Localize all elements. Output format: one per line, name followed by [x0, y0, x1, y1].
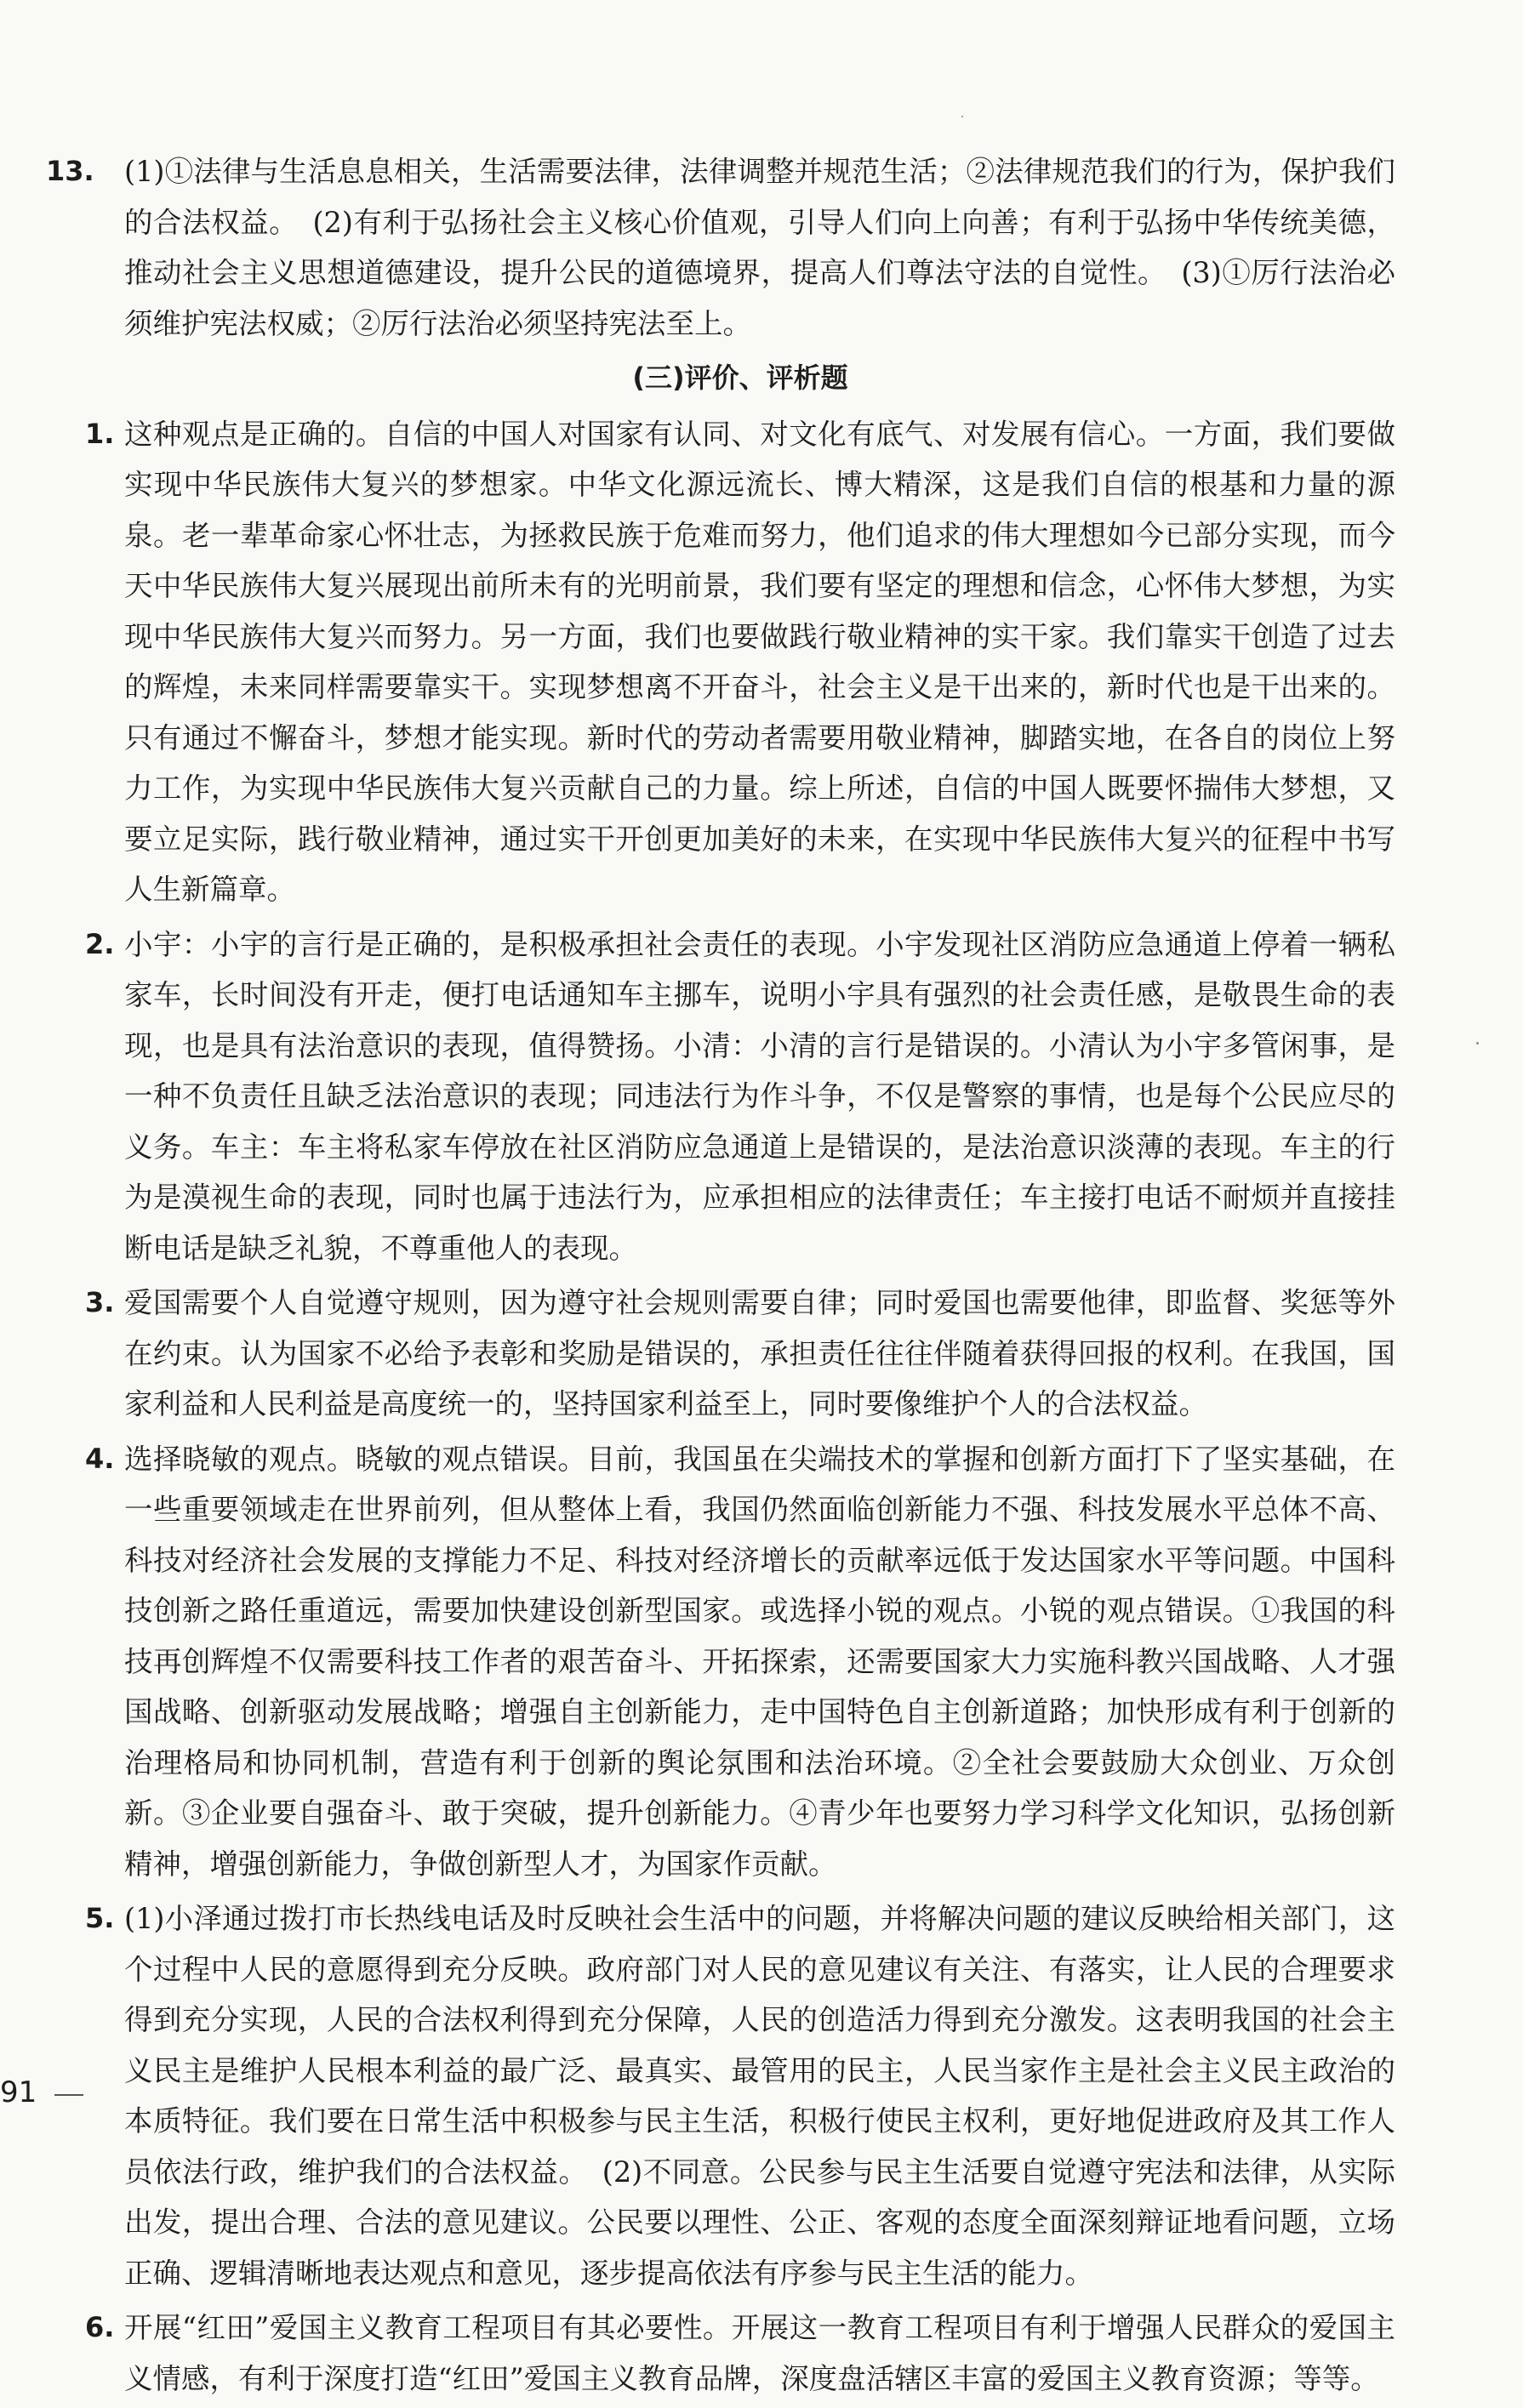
answer-content	[46, 146, 1395, 2408]
question-text: 小宇：小宇的言行是正确的，是积极承担社会责任的表现。小宇发现社区消防应急通道上停着一辆私家车，长时间没有开走，便打电话通知车主挪车，说明小宇具有强烈的社会责任感，是敬畏生命的表现，也是具有法治意识的表现，值得赞扬。小清：小清的言行是错误的。小清认为小宇多管闲事，是一种不负责任且缺乏法治意识的表现；同违法行为作斗争，不仅是警察的事情，也是每个公民应尽的义务。车主：车主将私家车停放在社区消防应急通道上是错误的，是法治意识淡薄的表现。车主的行为是漠视生命的表现，同时也属于违法行为，应承担相应的法律责任；车主接打电话不耐烦并直接挂断电话是缺乏礼貌，不尊重他人的表现。	[124, 927, 1395, 1265]
question-number: 3.	[85, 1286, 115, 1318]
question-text: 选择晓敏的观点。晓敏的观点错误。目前，我国虽在尖端技术的掌握和创新方面打下了坚实基础，在一些重要领域走在世界前列，但从整体上看，我国仍然面临创新能力不强、科技发展水平总体不高、科技对经济社会发展的支撑能力不足、科技对经济增长的贡献率远低于发达国家水平等问题。中国科技创新之路任重道远，需要加快建设创新型国家。或选择小锐的观点。小锐的观点错误。①我国的科技再创辉煌不仅需要科技工作者的艰苦奋斗、开拓探索，还需要国家大力实施科教兴国战略、人才强国战略、创新驱动发展战略；增强自主创新能力，走中国特色自主创新道路；加快形成有利于创新的治理格局和协同机制，营造有利于创新的舆论氛围和法治环境。②全社会要鼓励大众创业、万众创新。③企业要自强奋斗、敢于突破，提升创新能力。④青少年也要努力学习科学文化知识，弘扬创新精神，增强创新能力，争做创新型人才，为国家作贡献。	[124, 1442, 1395, 1881]
question-text: 开展“红田”爱国主义教育工程项目有其必要性。开展这一教育工程项目有利于增强人民群众的爱国主义情感，有利于深度打造“红田”爱国主义教育品牌，深度盘活辖区丰富的爱国主义教育资源；等等。	[124, 2311, 1395, 2395]
page-number: 91	[0, 2075, 37, 2109]
question-13	[46, 146, 1395, 349]
question-3	[85, 1278, 1395, 1430]
question-number: 6.	[85, 2311, 115, 2343]
question-number: 2.	[85, 927, 115, 960]
scan-speck	[1476, 1042, 1479, 1045]
question-number: 4.	[85, 1442, 115, 1475]
question-6	[85, 2303, 1395, 2404]
page-number-dash	[54, 2094, 83, 2096]
question-number: 5.	[85, 1902, 115, 1934]
question-number: 1.	[85, 417, 115, 450]
question-1	[85, 409, 1395, 915]
question-text: 爱国需要个人自觉遵守规则，因为遵守社会规则需要自律；同时爱国也需要他律，即监督、奖惩等外在约束。认为国家不必给予表彰和奖励是错误的，承担责任往往伴随着获得回报的权利。在我国，国家利益和人民利益是高度统一的，坚持国家利益至上，同时要像维护个人的合法权益。	[124, 1286, 1395, 1420]
question-4	[85, 1434, 1395, 1890]
question-text: 这种观点是正确的。自信的中国人对国家有认同、对文化有底气、对发展有信心。一方面，我们要做实现中华民族伟大复兴的梦想家。中华文化源远流长、博大精深，这是我们自信的根基和力量的源泉。老一辈革命家心怀壮志，为拯救民族于危难而努力，他们追求的伟大理想如今已部分实现，而今天中华民族伟大复兴展现出前所未有的光明前景，我们要有坚定的理想和信念，心怀伟大梦想，为实现中华民族伟大复兴而努力。另一方面，我们也要做践行敬业精神的实干家。我们靠实干创造了过去的辉煌，未来同样需要靠实干。实现梦想离不开奋斗，社会主义是干出来的，新时代也是干出来的。只有通过不懈奋斗，梦想才能实现。新时代的劳动者需要用敬业精神，脚踏实地，在各自的岗位上努力工作，为实现中华民族伟大复兴贡献自己的力量。综上所述，自信的中国人既要怀揣伟大梦想，又要立足实际，践行敬业精神，通过实干开创更加美好的未来，在实现中华民族伟大复兴的征程中书写人生新篇章。	[124, 417, 1395, 906]
question-number: 13.	[46, 155, 94, 187]
scan-speck	[961, 116, 963, 117]
section-title: (三)评价、评析题	[632, 361, 848, 394]
question-5	[85, 1893, 1395, 2298]
question-text: (1)小泽通过拨打市长热线电话及时反映社会生活中的问题，并将解决问题的建议反映给相关部门，这个过程中人民的意愿得到充分反映。政府部门对人民的意见建议有关注、有落实，让人民的合理要求得到充分实现，人民的合法权利得到充分保障，人民的创造活力得到充分激发。这表明我国的社会主义民主是维护人民根本利益的最广泛、最真实、最管用的民主，人民当家作主是社会主义民主政治的本质特征。我们要在日常生活中积极参与民主生活，积极行使民主权利，更好地促进政府及其工作人员依法行政，维护我们的合法权益。 (2)不同意。公民参与民主生活要自觉遵守宪法和法律，从实际出发，提出合理、合法的意见建议。公民要以理性、公正、客观的态度全面深刻辩证地看问题，立场正确、逻辑清晰地表达观点和意见，逐步提高依法有序参与民主生活的能力。	[124, 1902, 1395, 2290]
question-text: (1)①法律与生活息息相关，生活需要法律，法律调整并规范生活；②法律规范我们的行为，保护我们的合法权益。 (2)有利于弘扬社会主义核心价值观，引导人们向上向善；有利于弘扬中华传统美德，推动社会主义思想道德建设，提升公民的道德境界，提高人们尊法守法的自觉性。 (3)①厉行法治必须维护宪法权威；②厉行法治必须坚持宪法至上。	[124, 155, 1395, 340]
question-2	[85, 919, 1395, 1274]
